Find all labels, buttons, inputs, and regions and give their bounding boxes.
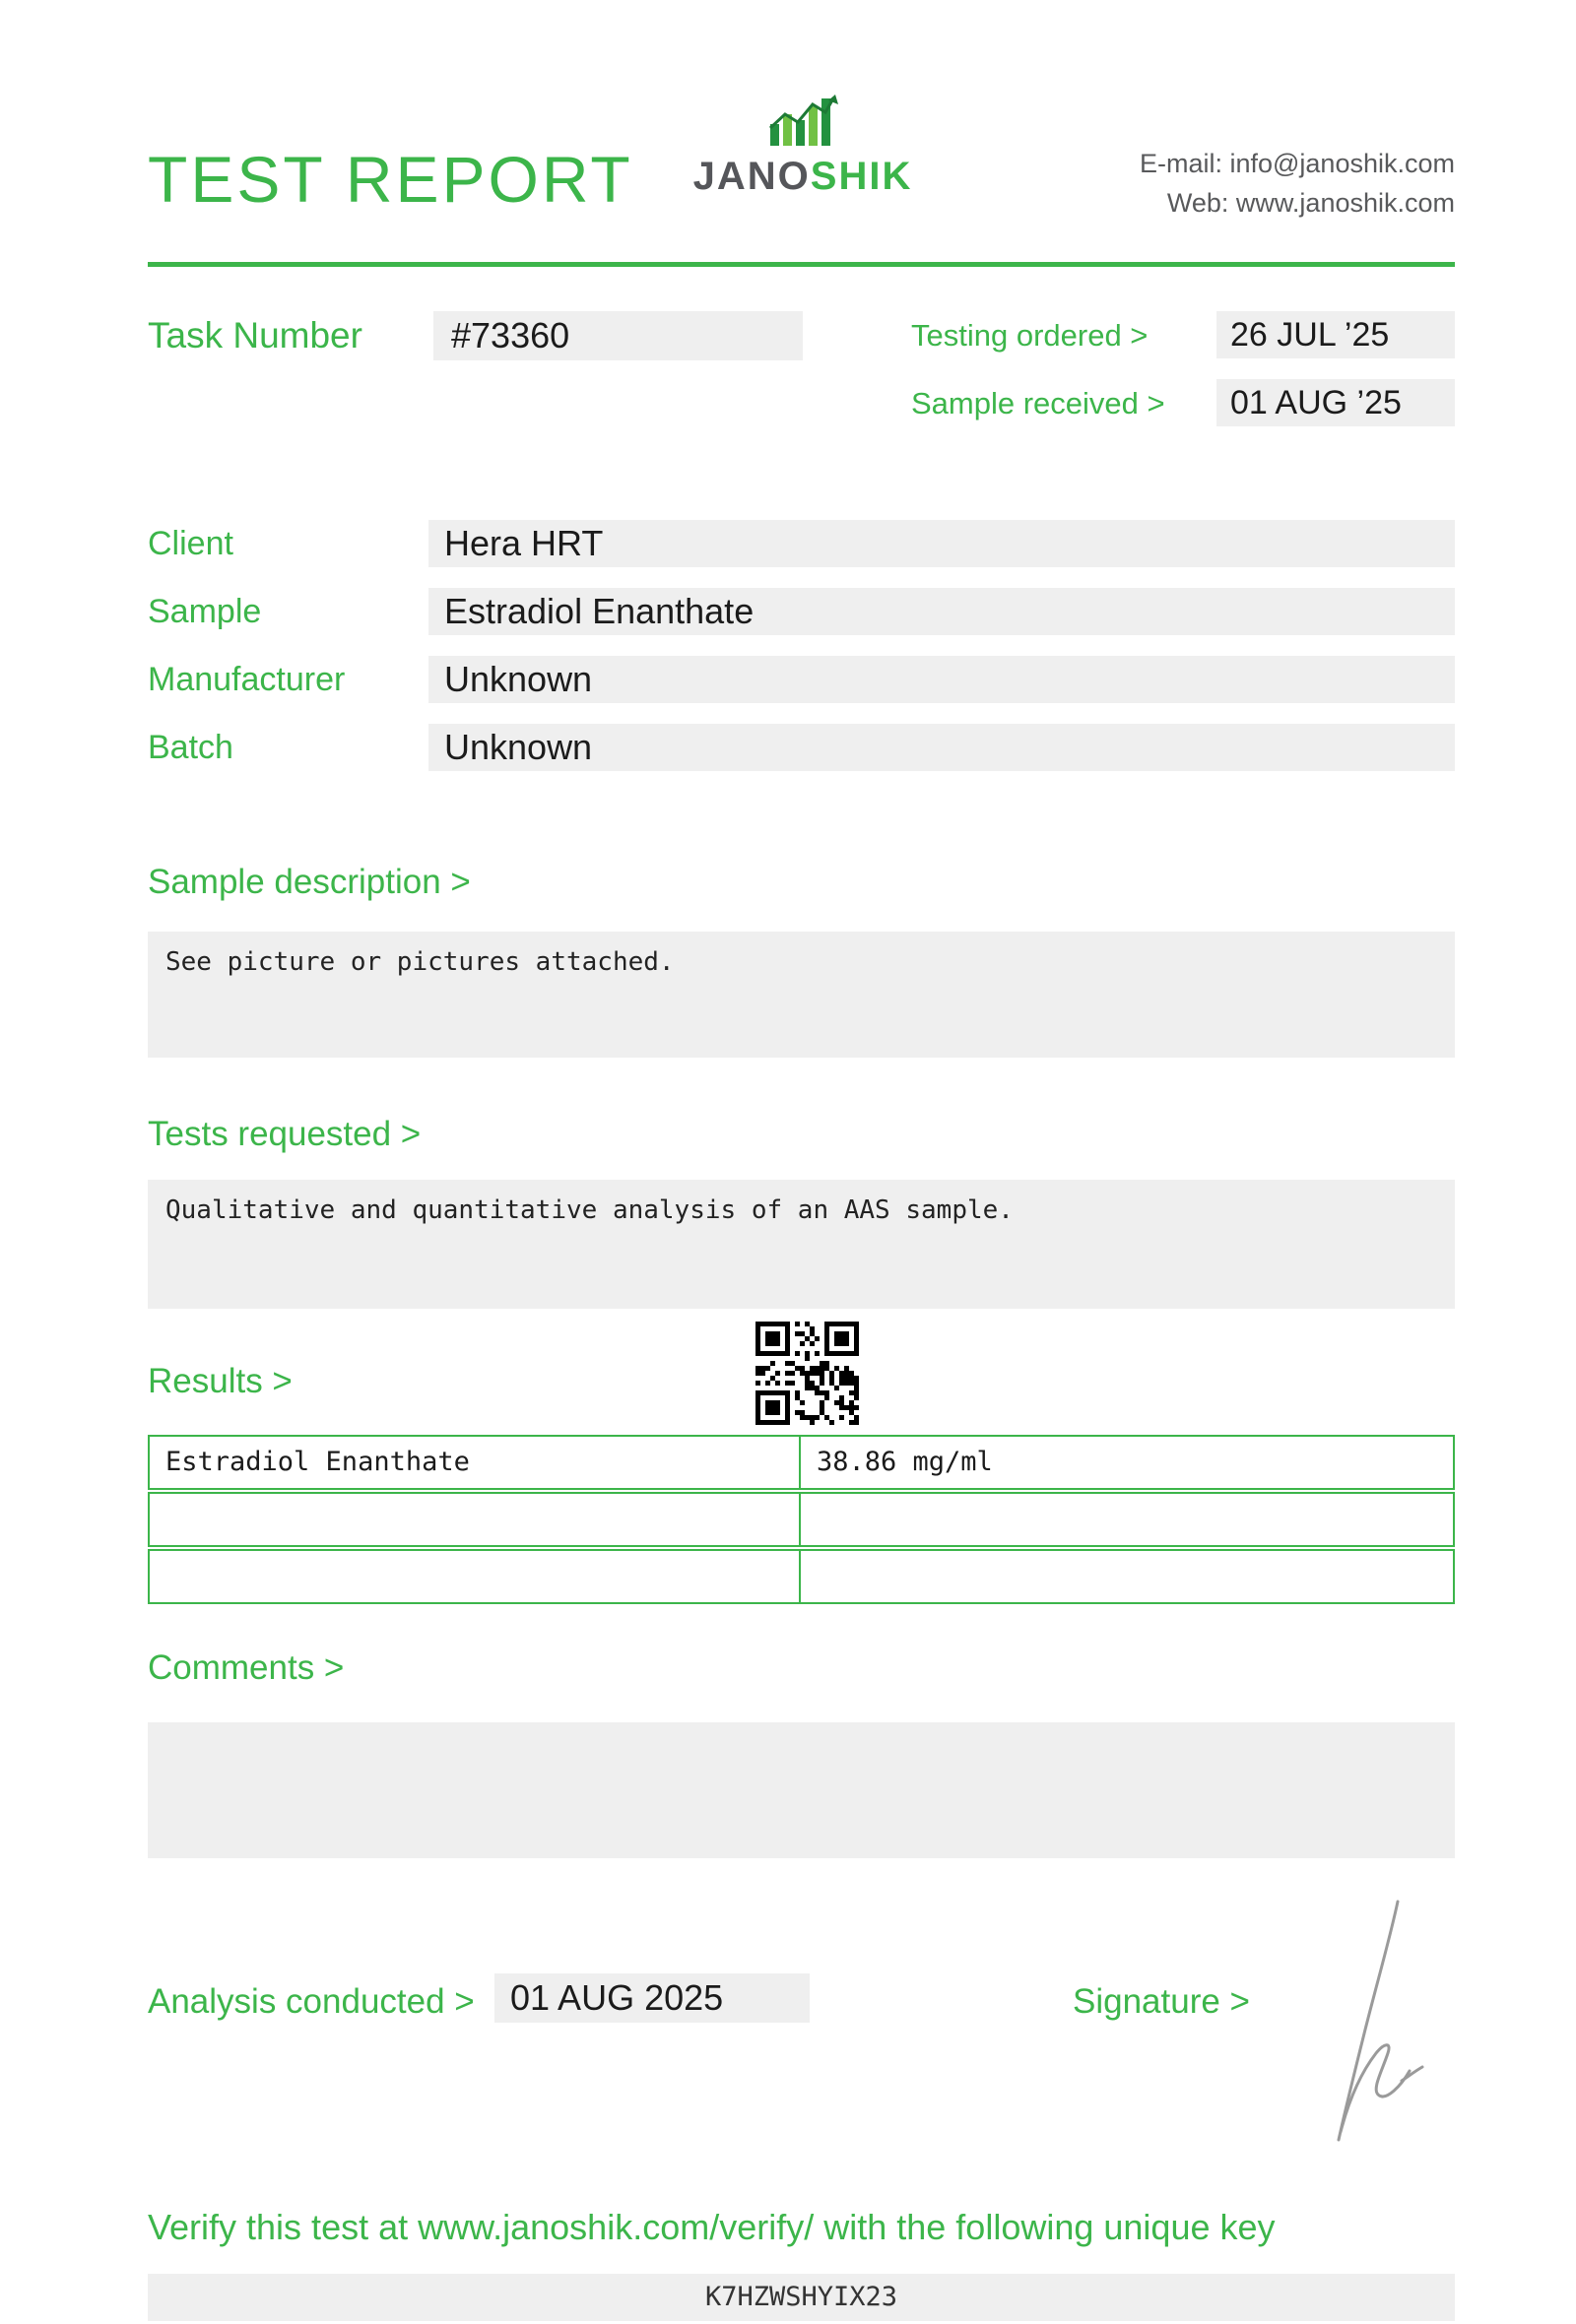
client-value: Hera HRT	[428, 520, 1455, 567]
result-concentration	[801, 1551, 1453, 1602]
sample-label: Sample	[148, 593, 262, 630]
sample-received-value: 01 AUG ’25	[1216, 379, 1455, 426]
client-label: Client	[148, 525, 233, 562]
task-number-label: Task Number	[148, 315, 362, 355]
contact-web: Web: www.janoshik.com	[1166, 188, 1455, 218]
sample-value: Estradiol Enanthate	[428, 588, 1455, 635]
details-block	[148, 520, 1455, 792]
analysis-conducted-value: 01 AUG 2025	[494, 1973, 810, 2023]
logo-word-dark: JANO	[692, 155, 811, 198]
sample-description-box: See picture or pictures attached.	[148, 932, 1455, 1058]
signature-image	[1307, 1896, 1425, 2147]
page-title: TEST REPORT	[148, 143, 633, 216]
result-row	[148, 1435, 1455, 1490]
batch-label: Batch	[148, 729, 233, 766]
sample-received-label: Sample received >	[911, 386, 1165, 420]
detail-row-client	[148, 520, 1455, 567]
manufacturer-value: Unknown	[428, 656, 1455, 703]
detail-row-sample	[148, 588, 1455, 635]
verify-key: K7HZWSHYIX23	[148, 2274, 1455, 2321]
task-number-value: #73360	[433, 311, 803, 360]
result-row	[148, 1492, 1455, 1547]
analysis-conducted-label: Analysis conducted >	[148, 1982, 475, 2021]
contact-email: E-mail: info@janoshik.com	[1139, 149, 1455, 178]
verify-instruction: Verify this test at www.janoshik.com/verify/ with the following unique key	[148, 2207, 1276, 2247]
testing-ordered-value: 26 JUL ’25	[1216, 311, 1455, 358]
logo-word-green: SHIK	[810, 155, 913, 198]
result-row	[148, 1549, 1455, 1604]
contact-info	[1140, 144, 1455, 223]
result-substance	[150, 1494, 801, 1545]
tests-requested-heading: Tests requested >	[148, 1115, 422, 1153]
result-substance	[150, 1551, 801, 1602]
signature-label: Signature >	[1073, 1982, 1250, 2021]
manufacturer-label: Manufacturer	[148, 661, 346, 698]
logo-wordmark	[680, 155, 926, 199]
results-table	[148, 1435, 1455, 1606]
result-substance: Estradiol Enanthate	[150, 1437, 801, 1488]
sample-description-heading: Sample description >	[148, 863, 471, 901]
detail-row-batch	[148, 724, 1455, 771]
comments-box	[148, 1722, 1455, 1858]
result-concentration: 38.86 mg/ml	[817, 1447, 993, 1477]
qr-code	[755, 1322, 859, 1425]
detail-row-manufacturer	[148, 656, 1455, 703]
results-heading: Results >	[148, 1362, 293, 1400]
comments-heading: Comments >	[148, 1648, 345, 1687]
header-divider	[148, 262, 1455, 267]
batch-value: Unknown	[428, 724, 1455, 771]
bar-chart-icon	[766, 133, 839, 150]
testing-ordered-label: Testing ordered >	[911, 318, 1149, 353]
result-concentration	[801, 1494, 1453, 1545]
logo	[680, 95, 926, 199]
tests-requested-box: Qualitative and quantitative analysis of an AAS sample.	[148, 1180, 1455, 1309]
